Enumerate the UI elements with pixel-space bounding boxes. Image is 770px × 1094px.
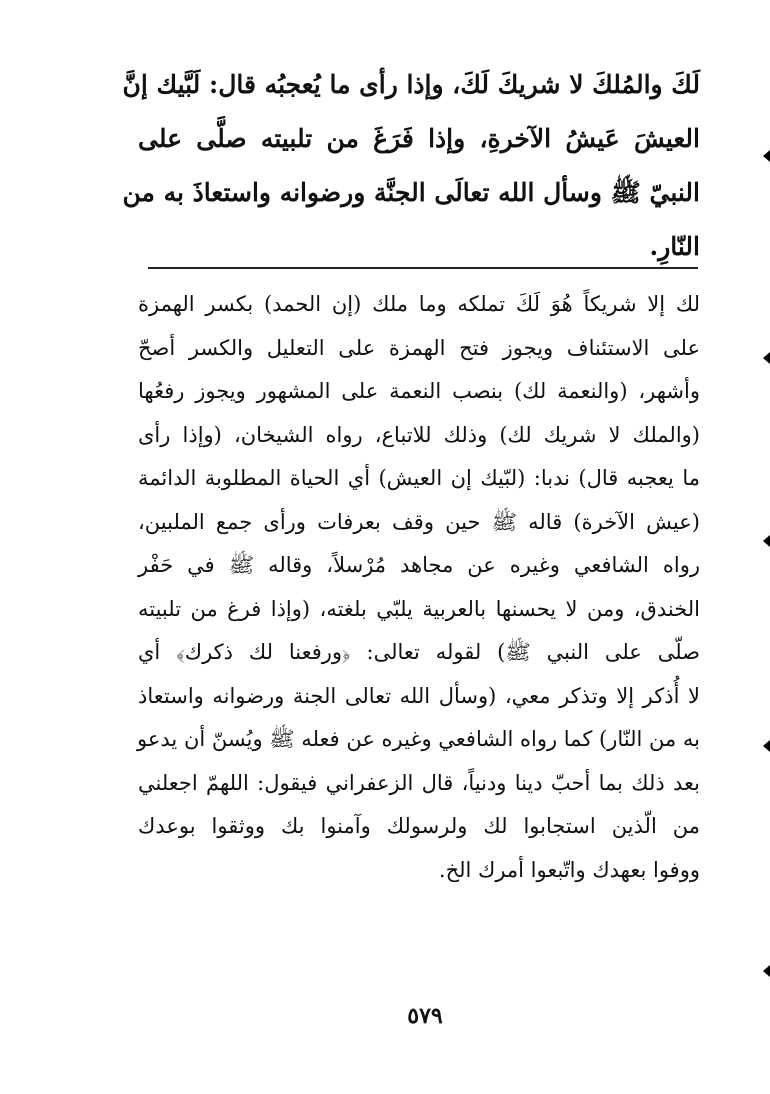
- commentary-line: ما يعجبه قال) ندبا: (لبّيك إن العيش) أي الحياة المطلوبة الدائمة: [138, 466, 700, 490]
- commentary-line: رواه الشافعي وغيره عن مجاهد مُرْسلاً، وقاله ﷺ في حَفْر: [138, 553, 700, 577]
- commentary-line: الخندق، ومن لا يحسنها بالعربية يلبّي بلغته، (وإذا فرغ من تلبيته: [138, 596, 700, 621]
- commentary-line: لك إلا شريكاً هُوَ لَكَ تملكه وما ملك (إن الحمد) بكسر الهمزة: [138, 292, 700, 316]
- main-text-line: لَكَ والمُلكَ لا شريكَ لَكَ، وإذا رأى ما يُعجبُه قال: لَبَّيك إنَّ: [122, 70, 700, 99]
- margin-mark: [762, 150, 770, 164]
- commentary-line: وأشهر، (والنعمة لك) بنصب النعمة على المشهور ويجوز رفعُها: [138, 379, 700, 403]
- commentary-line: ووفوا بعهدك واتّبعوا أمرك الخ.: [438, 857, 700, 882]
- commentary-line: من الّذين استجابوا لك ولرسولك وآمنوا بك ووثقوا بوعدك: [138, 814, 700, 838]
- margin-mark: [762, 352, 770, 366]
- commentary-line: به من النّار) كما رواه الشافعي وغيره عن فعله ﷺ ويُسنّ أن يدعو: [137, 727, 700, 751]
- commentary-line: (عيش الآخرة) قاله ﷺ حين وقف بعرفات ورأى جمع الملبين،: [138, 509, 700, 534]
- footnote-divider: [148, 267, 698, 269]
- page-number: ٥٧٩: [407, 1003, 443, 1029]
- commentary-line: صلّى على النبي ﷺ) لقوله تعالى: ﴿ورفعنا لك ذكرك﴾ أي: [138, 640, 700, 664]
- main-text-line: العيشَ عَيشُ الآخرةِ، وإذا فَرَغَ من تلبيته صلَّى على: [138, 124, 700, 153]
- commentary-line: على الاستئناف ويجوز فتح الهمزة على التعليل والكسر أصحّ: [138, 335, 700, 360]
- margin-mark: [762, 535, 770, 549]
- margin-mark: [762, 965, 770, 979]
- commentary-block: [138, 283, 700, 892]
- commentary-line: لا أُذكر إلا وتذكر معي، (وسأل الله تعالى الجنة ورضوانه واستعاذ: [138, 683, 700, 708]
- main-text-line: النبيّ ﷺ وسأل الله تعالَى الجنَّة ورضوانه واستعاذَ به من: [122, 178, 700, 207]
- commentary-line: بعد ذلك بما أحبّ دينا ودنياً، قال الزعفراني فيقول: اللهمّ اجعلني: [138, 770, 700, 795]
- main-text-block: [122, 58, 700, 274]
- margin-mark: [762, 740, 770, 754]
- commentary-line: (والملك لا شريك لك) وذلك للاتباع، رواه الشيخان، (وإذا رأى: [138, 422, 700, 447]
- main-text-line: النّارِ.: [649, 232, 700, 261]
